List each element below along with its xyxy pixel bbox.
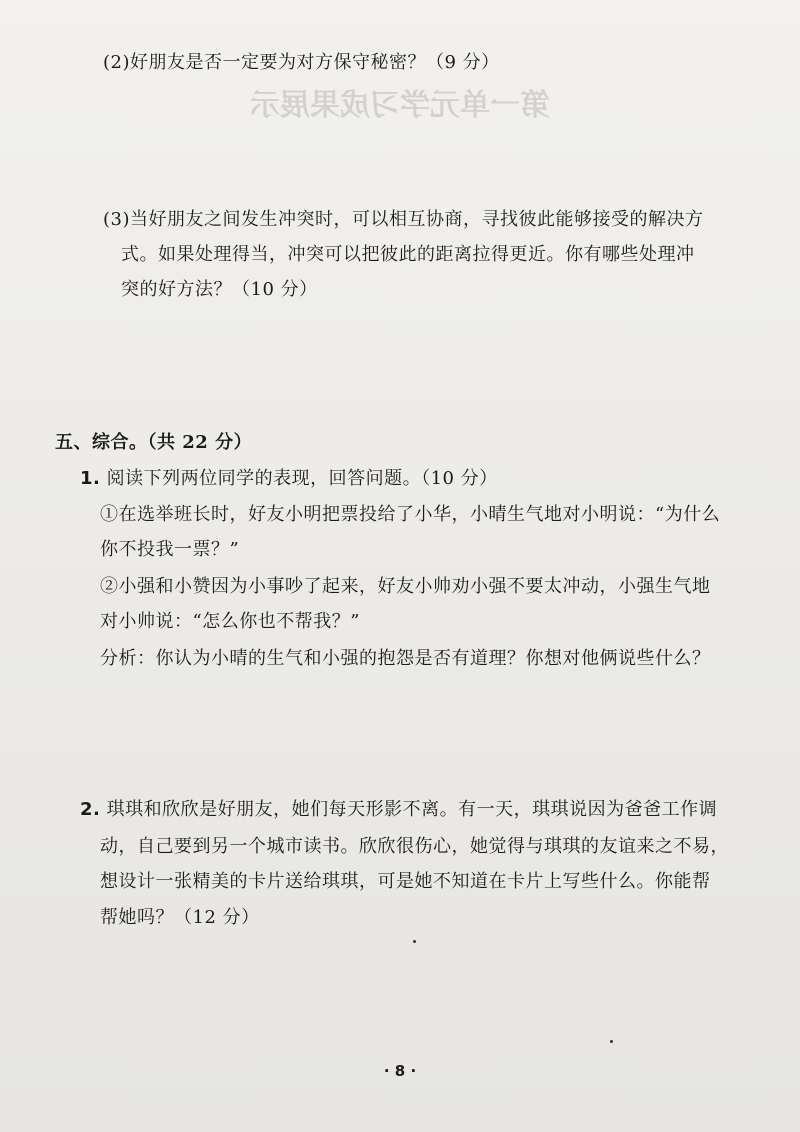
question-4-3-line3: 突的好方法？（10 分） bbox=[121, 279, 318, 300]
item-2-text-line1: 琪琪和欣欣是好朋友，她们每天形影不离。有一天，琪琪说因为爸爸工作调 bbox=[106, 799, 718, 820]
bleed-through-title: 第一单元学习成果展示 bbox=[250, 88, 550, 123]
item-2-line2: 动，自己要到另一个城市读书。欣欣很伤心，她觉得与琪琪的友谊来之不易， bbox=[100, 836, 729, 857]
item-2-line1 bbox=[80, 795, 717, 821]
item-1-case1-line1: ①在选举班长时，好友小明把票投给了小华，小晴生气地对小明说：“为什么 bbox=[100, 504, 721, 525]
item-1-number: 1. bbox=[80, 468, 101, 489]
question-4-3-line1: (3)当好朋友之间发生冲突时，可以相互协商，寻找彼此能够接受的解决方 bbox=[103, 209, 704, 230]
item-1-stem: 阅读下列两位同学的表现，回答问题。（10 分） bbox=[106, 468, 498, 489]
item-1-heading bbox=[80, 464, 498, 490]
item-2-number: 2. bbox=[80, 799, 101, 820]
item-1-analysis: 分析：你认为小晴的生气和小强的抱怨是否有道理？你想对他俩说些什么？ bbox=[100, 648, 711, 669]
question-4-2: (2)好朋友是否一定要为对方保守秘密？（9 分） bbox=[103, 52, 500, 73]
speck-mark bbox=[413, 940, 416, 943]
item-1-case1-line2: 你不投我一票？” bbox=[100, 539, 240, 560]
speck-mark bbox=[610, 1040, 613, 1043]
item-1-case2-line1: ②小强和小赞因为小事吵了起来，好友小帅劝小强不要太冲动，小强生气地 bbox=[100, 576, 711, 597]
item-2-line3: 想设计一张精美的卡片送给琪琪，可是她不知道在卡片上写些什么。你能帮 bbox=[100, 871, 711, 892]
item-2-line4: 帮她吗？（12 分） bbox=[100, 907, 260, 928]
page-number: · 8 · bbox=[383, 1062, 417, 1080]
item-1-case2-line2: 对小帅说：“怎么你也不帮我？” bbox=[100, 611, 360, 632]
question-4-3-line2: 式。如果处理得当，冲突可以把彼此的距离拉得更近。你有哪些处理冲 bbox=[121, 244, 695, 265]
section-5-title: 五、综合。（共 22 分） bbox=[55, 432, 253, 453]
